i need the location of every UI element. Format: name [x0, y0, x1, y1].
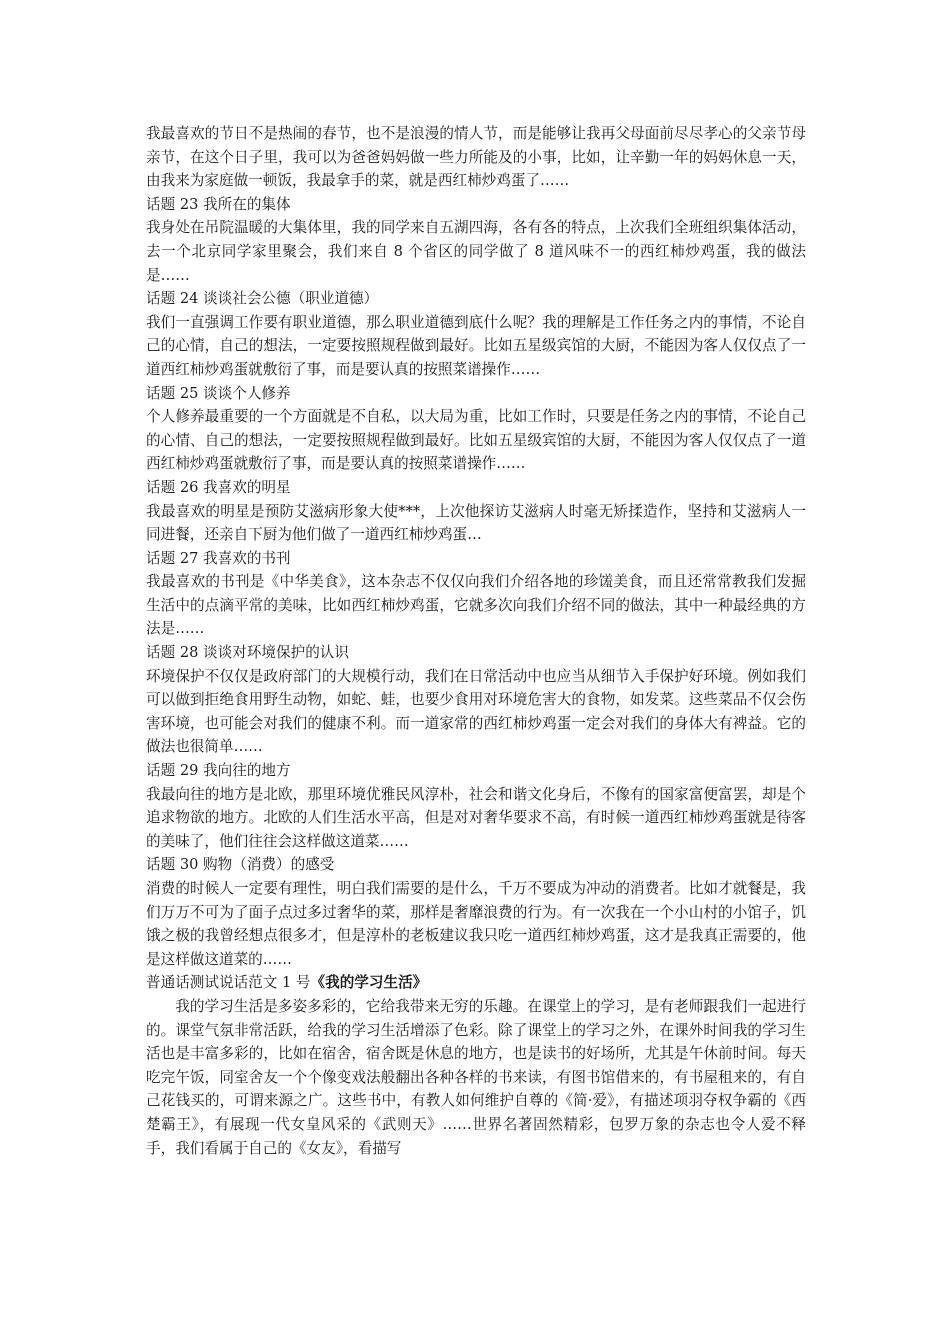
topic-paragraph-25: 个人修养最重要的一个方面就是不自私，以大局为重，比如工作时，只要是任务之内的事情，不论自己的心情、自己的想法，一定要按照规程做到最好。比如五星级宾馆的大厨，不能因为客人仅仅点了一道西红柿炒鸡蛋就敷衍了事，而是要认真的按照菜谱操作…… [146, 408, 806, 473]
intro-paragraph: 我最喜欢的节日不是热闹的春节，也不是浪漫的情人节，而是能够让我再父母面前尽尽孝心的父亲节母亲节，在这个日子里，我可以为爸爸妈妈做一些力所能及的小事，比如，让辛勤一年的妈妈休息一天，由我来为家庭做一顿饭，我最拿手的菜，就是西红柿炒鸡蛋了…… [146, 125, 806, 190]
topic-heading-23: 话题 23 我所在的集体 [146, 195, 291, 213]
topic-heading-27: 话题 27 我喜欢的书刊 [146, 549, 291, 567]
essay-heading-prefix: 普通话测试说话范文 1 号 [146, 974, 311, 992]
topic-paragraph-24: 我们一直强调工作要有职业道德，那么职业道德到底什么呢？我的理解是工作任务之内的事情，不论自己的心情，自己的想法，一定要按照规程做到最好。比如五星级宾馆的大厨，不能因为客人仅仅点了一道西红柿炒鸡蛋就敷衍了事，而是要认真的按照菜谱操作…… [146, 313, 806, 378]
topic-heading-28: 话题 28 谈谈对环境保护的认识 [146, 644, 349, 662]
essay-title: 《我的学习生活》 [310, 974, 428, 992]
topic-heading-30: 话题 30 购物（消费）的感受 [146, 856, 335, 874]
essay-heading [146, 971, 806, 995]
topic-paragraph-30: 消费的时候人一定要有理性，明白我们需要的是什么，千万不要成为冲动的消费者。比如才就餐是，我们万万不可为了面子点过多过奢华的菜，那样是奢靡浪费的行为。有一次我在一个小山村的小馆子，饥饿之极的我曾经想点很多才，但是淳朴的老板建议我只吃一道西红柿炒鸡蛋，这才是我真正需要的，他是这样做这道菜的…… [146, 880, 806, 968]
topic-heading-25: 话题 25 谈谈个人修养 [146, 384, 291, 402]
topic-paragraph-26: 我最喜欢的明星是预防艾滋病形象大使***，上次他探访艾滋病人时毫无矫揉造作，坚持和艾滋病人一同进餐，还亲自下厨为他们做了一道西红柿炒鸡蛋… [146, 502, 806, 544]
topic-sections [146, 122, 806, 971]
topic-paragraph-23: 我身处在吊院温暖的大集体里，我的同学来自五湖四海，各有各的特点，上次我们全班组织集体活动，去一个北京同学家里聚会，我们来自 8 个省区的同学做了 8 道风味不一的西红柿炒鸡蛋，我的做法是…… [146, 219, 806, 284]
topic-paragraph-29: 我最向往的地方是北欧，那里环境优雅民风淳朴，社会和谐文化身后，不像有的国家富便富罢，却是个追求物欲的地方。北欧的人们生活水平高，但是对对奢华要求不高，有时候一道西红柿炒鸡蛋就是待客的美味了，他们往往会这样做这道菜…… [146, 785, 806, 850]
topic-heading-26: 话题 26 我喜欢的明星 [146, 478, 291, 496]
topic-paragraph-28: 环境保护不仅仅是政府部门的大规模行动，我们在日常活动中也应当从细节入手保护好环境。例如我们可以做到拒绝食用野生动物，如蛇、蛙，也要少食用对环境危害大的食物，如发菜。这些菜品不仅会伤害环境，也可能会对我们的健康不利。而一道家常的西红柿炒鸡蛋一定会对我们的身体大有裨益。它的做法也很简单…… [146, 667, 806, 756]
topic-heading-29: 话题 29 我向往的地方 [146, 762, 291, 780]
topic-paragraph-27: 我最喜欢的书刊是《中华美食》，这本杂志不仅仅向我们介绍各地的珍馐美食，而且还常常教我们发掘生活中的点滴平常的美味，比如西红柿炒鸡蛋，它就多次向我们介绍不同的做法，其中一种最经典的方法是…… [146, 573, 806, 638]
document-page [146, 122, 806, 1160]
essay-body: 我的学习生活是多姿多彩的，它给我带来无穷的乐趣。在课堂上的学习，是有老师跟我们一起进行的。课堂气氛非常活跃，给我的学习生活增添了色彩。除了课堂上的学习之外，在课外时间我的学习生活也是丰富多彩的，比如在宿舍，宿舍既是休息的地方，也是读书的好场所，尤其是午休前时间。每天吃完午饭，同室舍友一个个像变戏法般翻出各种各样的书来读，有图书馆借来的，有书屋租来的，有自己花钱买的，可谓来源之广。这些书中，有教人如何维护自尊的《简·爱》，有描述项羽夺权争霸的《西楚霸王》，有展现一代女皇风采的《武则天》……世界名著固然精彩，包罗万象的杂志也令人爱不释手，我们看属于自己的《女友》，看描写 [146, 997, 806, 1157]
topic-heading-24: 话题 24 谈谈社会公德（职业道德） [146, 290, 379, 308]
